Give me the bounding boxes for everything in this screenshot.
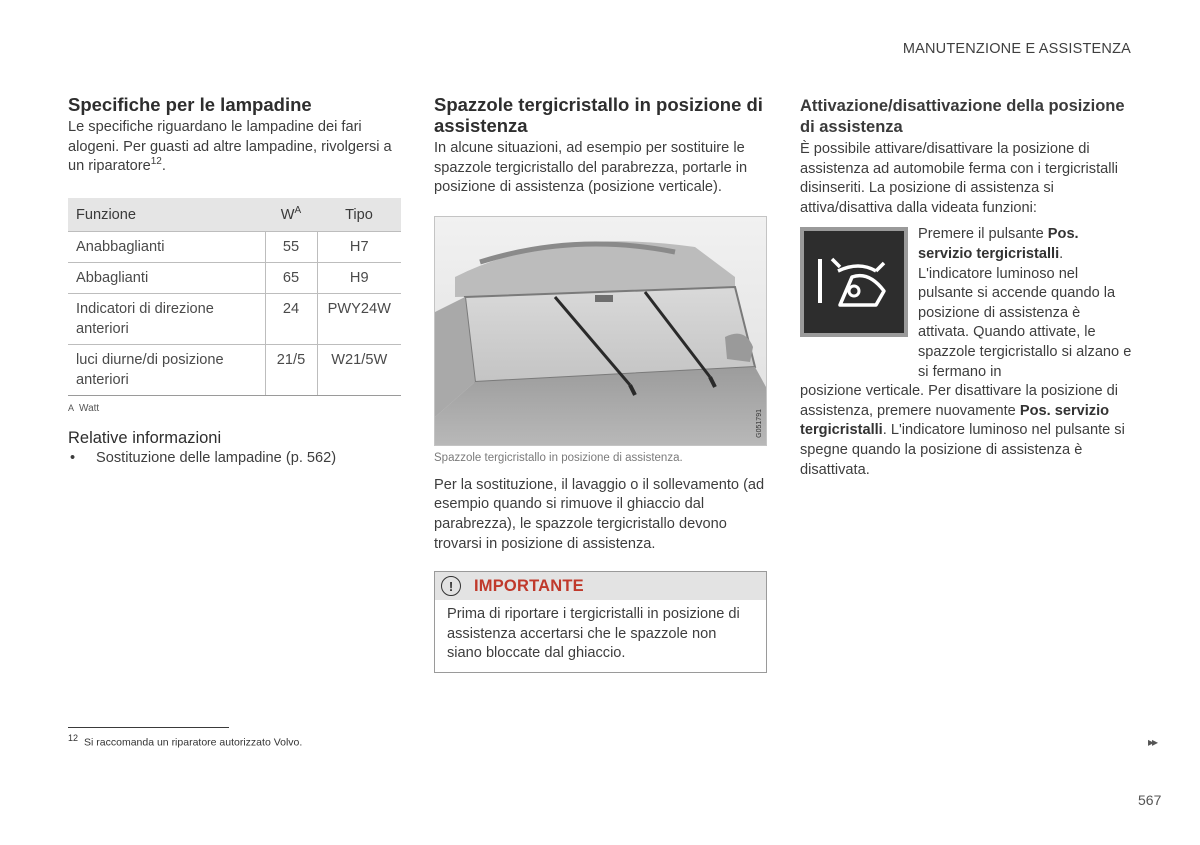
- wiper-service-icon: [804, 231, 904, 333]
- wiper-service-intro: In alcune situazioni, ad esempio per sostituire le spazzole tergicristallo del parabrezza, portarle in posizione di assistenza (posizione verticale).: [434, 140, 748, 196]
- bulb-specs-intro: Le specifiche riguardano le lampadine dei fari alogeni. Per guasti ad altre lampadine, rivolgersi a un riparatore$^{12}$.: [68, 119, 392, 175]
- button-name: Pos. servizio tergicristalli: [918, 226, 1079, 262]
- cell-funzione: Anabbaglianti: [68, 232, 265, 263]
- service-activation-intro: È possibile attivare/disattivare la posizione di assistenza ad automobile ferma con i tergicristalli disinseriti. La posizione di assistenza si attiva/disattiva dalla videata funzioni:: [800, 141, 1118, 216]
- related-link-item[interactable]: [68, 448, 401, 468]
- warning-icon: !: [441, 576, 461, 596]
- related-info-heading: Relative informazioni: [68, 429, 222, 448]
- cell-watt: 24: [265, 294, 317, 345]
- important-label: IMPORTANTE: [474, 576, 584, 595]
- bulb-specs-heading: Specifiche per le lampadine: [68, 94, 312, 115]
- bulb-specs-section: [68, 94, 401, 468]
- footnote-ref[interactable]: 12: [150, 156, 162, 168]
- service-activation-continued: posizione verticale. Per disattivare la posizione di assistenza, premere nuovamente Pos. servizio tergicristalli. L'indicatore luminoso nel pulsante si spegne quando la posizione di assistenza è disattivata.: [800, 383, 1125, 478]
- header-watt: $W^A$: [265, 198, 317, 232]
- cell-tipo: W21/5W: [317, 345, 401, 396]
- cell-watt: 21/5: [265, 345, 317, 396]
- windshield-illustration: [435, 217, 766, 445]
- header-tipo: Tipo: [317, 198, 401, 232]
- cell-watt: 65: [265, 263, 317, 294]
- next-page-icon[interactable]: ▸▸: [1148, 735, 1157, 749]
- table-row: [68, 294, 401, 345]
- related-link[interactable]: Sostituzione delle lampadine (p. 562): [96, 450, 337, 467]
- wiper-service-button-icon: [800, 227, 908, 337]
- important-box: [434, 571, 767, 673]
- footnote: $^{12}$ Si raccomanda un riparatore autorizzato Volvo.: [68, 733, 303, 749]
- table-footnote: A Watt: [68, 403, 100, 415]
- wiper-service-heading: Spazzole tergicristallo in posizione di assistenza: [434, 94, 763, 136]
- wiper-service-section: [434, 94, 767, 673]
- cell-tipo: H9: [317, 263, 401, 294]
- table-row: [68, 232, 401, 263]
- header-funzione: Funzione: [68, 198, 265, 232]
- bullet-icon: •: [70, 450, 76, 467]
- button-description: [800, 225, 1132, 382]
- important-text: Prima di riportare i tergicristalli in posizione di assistenza accertarsi che le spazzole non siano bloccate dal ghiaccio.: [447, 606, 740, 662]
- cell-funzione: Indicatori di direzione anteriori: [68, 294, 265, 345]
- button-description-text: Premere il pulsante Pos. servizio tergicristalli. L'indicatore luminoso nel pulsante si accende quando la posizione di assistenza è attivata. Quando attivate, le spazzole tergicristallo si alzano e si fermano in: [918, 226, 1132, 380]
- important-header: [435, 572, 766, 600]
- table-row: [68, 263, 401, 294]
- table-row: [68, 345, 401, 396]
- running-header: MANUTENZIONE E ASSISTENZA: [902, 41, 1131, 57]
- figure-caption: Spazzole tergicristallo in posizione di assistenza.: [434, 451, 683, 464]
- wiper-service-paragraph: Per la sostituzione, il lavaggio o il sollevamento (ad esempio quando si rimuove il ghiaccio dal parabrezza), le spazzole tergicristallo devono trovarsi in posizione di assistenza.: [434, 476, 765, 552]
- cell-watt: 55: [265, 232, 317, 263]
- cell-tipo: PWY24W: [317, 294, 401, 345]
- service-activation-heading: Attivazione/disattivazione della posizione di assistenza: [800, 97, 1125, 136]
- page-number: 567: [1138, 792, 1162, 808]
- table-header-row: [68, 198, 401, 232]
- service-activation-section: [800, 94, 1132, 480]
- cell-funzione: luci diurne/di posizione anteriori: [68, 345, 265, 396]
- footnote-divider: [68, 727, 229, 728]
- cell-tipo: H7: [317, 232, 401, 263]
- figure-code: G051791: [756, 408, 763, 438]
- wiper-service-figure: [434, 216, 767, 446]
- cell-funzione: Abbaglianti: [68, 263, 265, 294]
- bulb-spec-table: [68, 198, 401, 397]
- button-name-2: Pos. servizio tergicristalli: [800, 402, 1110, 439]
